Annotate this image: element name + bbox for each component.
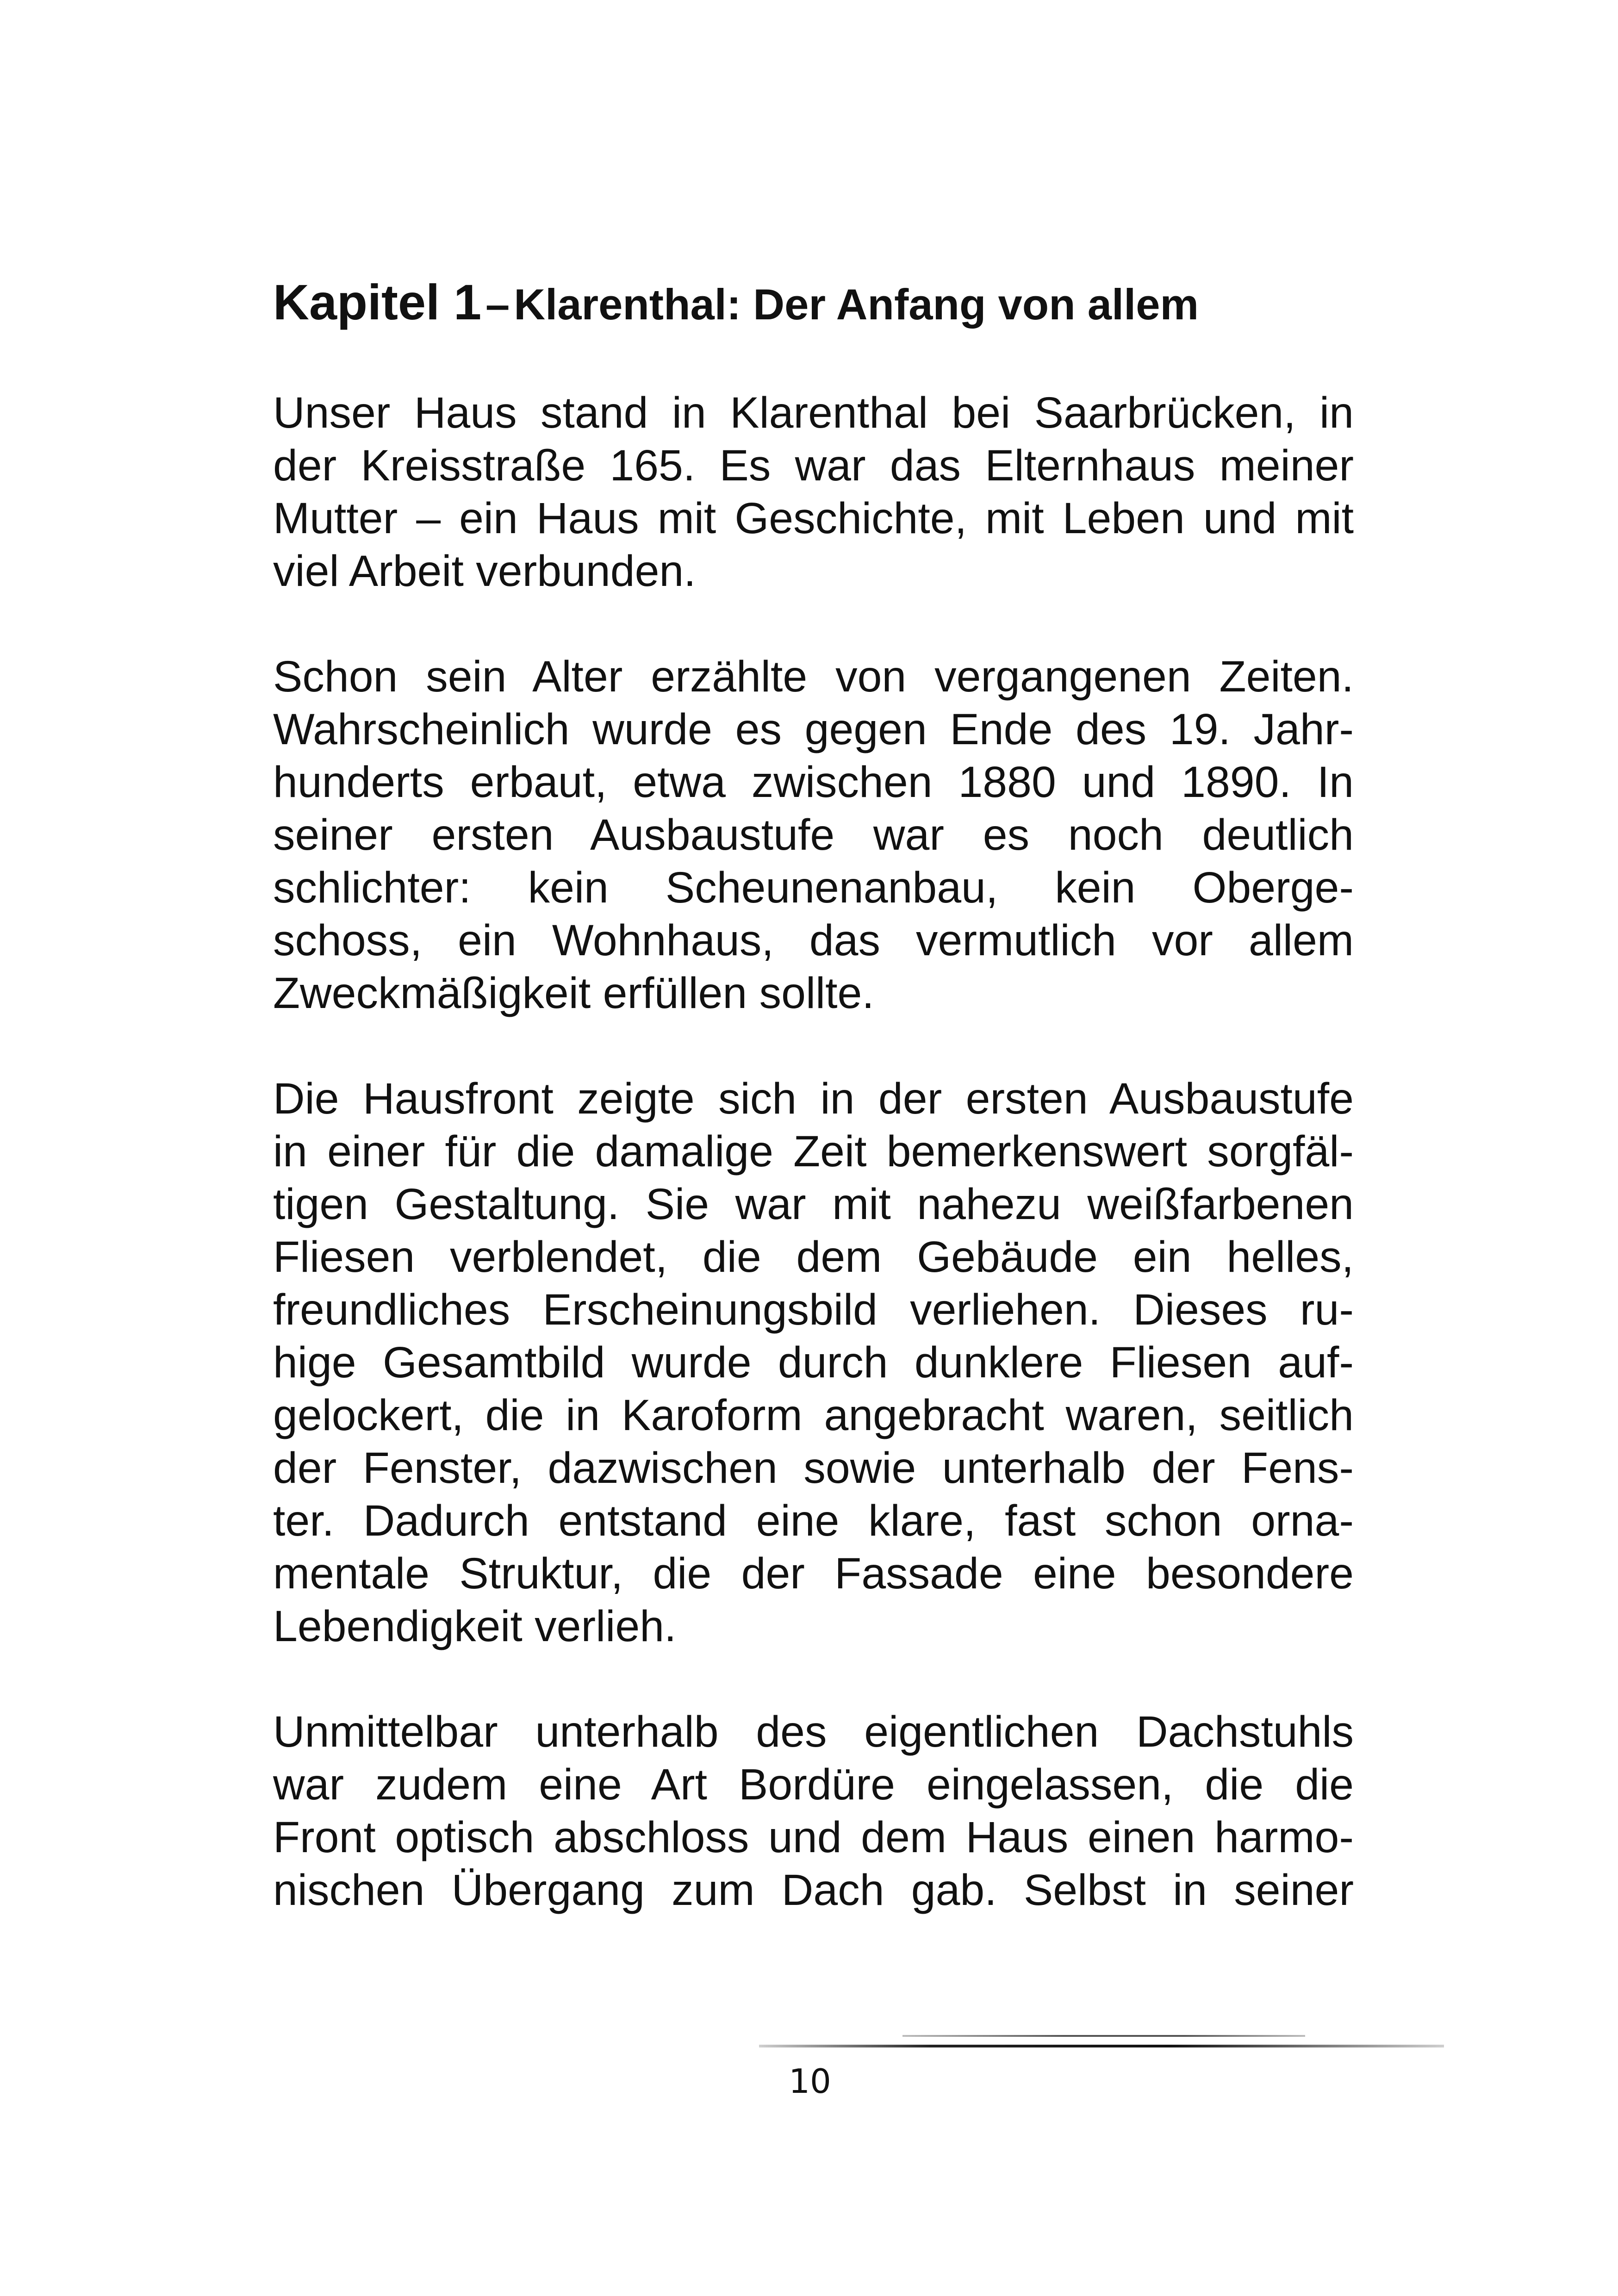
text-line: mentale Struktur, die der Fassade eine besondere [273,1549,1354,1598]
text-line: in einer für die damalige Zeit bemerkenswert sorgfäl- [273,1127,1354,1176]
text-line: nischen Übergang zum Dach gab. Selbst in seiner [273,1866,1354,1915]
chapter-dash: – [485,280,510,329]
text-line: Die Hausfront zeigte sich in der ersten Ausbaustufe [273,1074,1354,1123]
text-line: viel Arbeit verbunden. [273,547,696,596]
text-line: war zudem eine Art Bordüre eingelassen, die die [273,1760,1354,1809]
chapter-title: Klarenthal: Der Anfang von allem [514,280,1199,329]
text-line: Front optisch abschloss und dem Haus einen harmo- [273,1813,1354,1862]
paragraph-3 [273,1072,1354,1653]
text-line: Unser Haus stand in Klarenthal bei Saarbrücken, in [273,388,1354,437]
text-line: hige Gesamtbild wurde durch dunklere Fliesen auf- [273,1338,1354,1387]
paragraph-1 [273,386,1354,597]
text-line: gelockert, die in Karoform angebracht waren, seitlich [273,1391,1354,1440]
text-line: Zweckmäßigkeit erfüllen sollte. [273,969,874,1018]
body-text [273,386,1354,1969]
text-line: Wahrscheinlich wurde es gegen Ende des 19. Jahr- [273,705,1354,754]
text-line: Lebendigkeit verlieh. [273,1602,677,1651]
text-line: tigen Gestaltung. Sie war mit nahezu weißfarbenen [273,1180,1354,1229]
paragraph-4 [273,1705,1354,1916]
text-line: der Kreisstraße 165. Es war das Elternhaus meiner [273,441,1354,490]
paragraph-2 [273,650,1354,1020]
text-line: schoss, ein Wohnhaus, das vermutlich vor allem [273,916,1354,965]
text-line: Fliesen verblendet, die dem Gebäude ein helles, [273,1232,1354,1282]
page-number: 10 [789,2062,831,2101]
chapter-number: Kapitel 1 [273,274,482,330]
chapter-heading [273,273,1351,331]
text-line: hunderts erbaut, etwa zwischen 1880 und 1890. In [273,758,1354,807]
text-line: der Fenster, dazwischen sowie unterhalb der Fens- [273,1444,1354,1493]
footer-divider-lower [759,2045,1444,2047]
text-line: Mutter – ein Haus mit Geschichte, mit Leben und mit [273,494,1354,543]
text-line: seiner ersten Ausbaustufe war es noch deutlich [273,810,1354,859]
footer-divider-upper [902,2035,1305,2037]
text-line: Unmittelbar unterhalb des eigentlichen Dachstuhls [273,1707,1354,1756]
text-line: schlichter: kein Scheunenanbau, kein Oberge- [273,863,1354,912]
text-line: Schon sein Alter erzählte von vergangenen Zeiten. [273,652,1354,701]
text-line: ter. Dadurch entstand eine klare, fast schon orna- [273,1496,1354,1545]
text-line: freundliches Erscheinungsbild verliehen. Dieses ru- [273,1285,1354,1334]
